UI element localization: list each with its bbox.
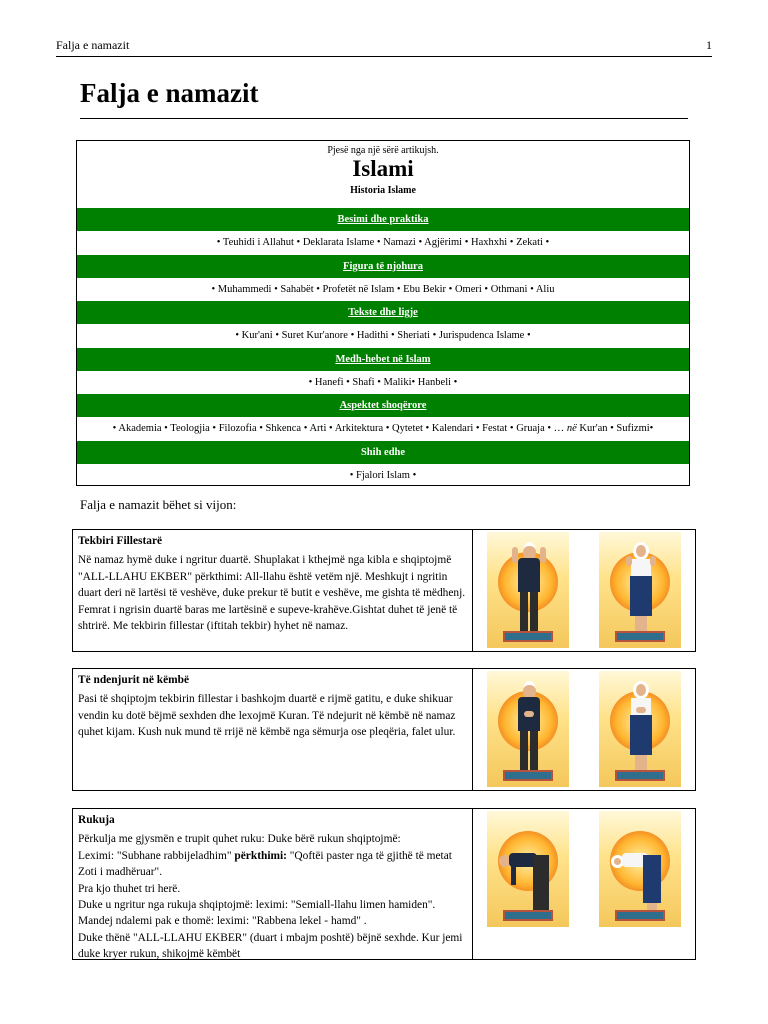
step-description: Pasi të shqiptojm tekbirin fillestar i bashkojm duartë e rijmë gatitu, e duke shikuar vendin ku dotë bëjmë sexhden dhe lexojmë Kuran. Të ndejurit në këmbë në namaz quhet kijam. Kush nuk mund të rrijë në këmbë nga sëmurja ose pleqëria, falet ulur. — [78, 693, 456, 739]
step-title: Tekbiri Fillestarë — [78, 535, 163, 547]
infobox-section-header: Shih edhe — [77, 441, 689, 464]
infobox-history-link[interactable]: Historia Islame — [350, 185, 416, 196]
infobox-section-header[interactable]: Figura të njohura — [77, 255, 689, 278]
page-number: 1 — [706, 38, 712, 52]
illustration-girl-ruku — [599, 811, 681, 927]
infobox-title: Islami — [352, 156, 414, 181]
page-title: Falja e namazit — [80, 78, 259, 108]
infobox-section-items[interactable]: • Fjalori Islam • — [349, 469, 417, 481]
step-text-cell — [73, 809, 473, 959]
title-divider — [80, 118, 688, 119]
step-kijam — [72, 668, 696, 791]
step-title: Rukuja — [78, 814, 115, 826]
illustration-girl-takbir — [599, 532, 681, 648]
step-text-cell — [73, 530, 473, 651]
infobox-section-header[interactable]: Medh-hebet në Islam — [77, 348, 689, 371]
illustration-boy-takbir — [487, 532, 569, 648]
step-text-cell — [73, 669, 473, 790]
illustration-boy-ruku — [487, 811, 569, 927]
running-header — [56, 38, 712, 57]
infobox-section-items[interactable]: • Kur'ani • Suret Kur'anore • Hadithi • Sheriati • Jurispudenca Islame • — [235, 330, 531, 341]
infobox-section-items[interactable]: • Akademia • Teologjia • Filozofia • Shkenca • Arti • Arkitektura • Qytetet • Kalendari • Festat • Gruaja • … në Kur'an • Sufizmi• — [112, 423, 654, 434]
intro-text: Falja e namazit bëhet si vijon: — [80, 497, 237, 512]
step-rukuja — [72, 808, 696, 960]
infobox-section-header[interactable]: Tekste dhe ligje — [77, 301, 689, 324]
infobox-section-header[interactable]: Besimi dhe praktika — [77, 208, 689, 231]
step-title: Të ndenjurit në këmbë — [78, 674, 190, 686]
step-description: Përkulja me gjysmën e trupit quhet ruku: Duke bërë rukun shqiptojmë: Leximi: "Subhane rabbijeladhim" përkthimi: "Qoftëi paster nga të gjithë të metat Zoti i madhëruar". Pra kjo thuhet tri herë. Duke u ngritur nga rukuja shqiptojmë: leximi: "Semiall-llahu limen hamiden". Mandej ndalemi pak e thomë: leximi: "Rabbena lekel - hamd" . Duke thënë "ALL-LLAHU EKBER" (duart i mbajm poshtë) bëjnë sexhde. Kur jemi duke kryer rukun, shikojmë këmbët — [78, 833, 463, 961]
step-description: Në namaz hymë duke i ngritur duartë. Shuplakat i kthejmë nga kibla e shqiptojmë "ALL-LLAHU EKBER" përkthimi: All-llahu është vetëm një. Meshkujt i ngritin duart deri në lartësi të veshëve, duke prekur të butit e veshëve, me gishta të mëdhenj. Femrat i ngrisin duartë baras me lartësinë e supeve-krahëve.Gishtat duhet të jenë të shtrirë. Me tekbirin fillestar (iftitah tekbir) hyhet në namaz. — [78, 554, 466, 633]
islam-infobox — [76, 140, 690, 486]
infobox-section-items[interactable]: • Muhammedi • Sahabët • Profetët në Islam • Ebu Bekir • Omeri • Othmani • Aliu — [211, 283, 555, 295]
illustration-girl-standing — [599, 671, 681, 787]
running-header-title: Falja e namazit — [56, 38, 130, 52]
infobox-section-items[interactable]: • Hanefi • Shafi • Maliki• Hanbeli • — [308, 376, 458, 388]
illustration-boy-standing — [487, 671, 569, 787]
infobox-header — [77, 141, 689, 208]
infobox-section-items[interactable]: • Teuhidi i Allahut • Deklarata Islame • Namazi • Agjërimi • Haxhxhi • Zekati • — [216, 237, 550, 248]
infobox-series-note: Pjesë nga një sërë artikujsh. — [327, 145, 439, 156]
step-tekbir — [72, 529, 696, 652]
infobox-section-header[interactable]: Aspektet shoqërore — [77, 394, 689, 417]
